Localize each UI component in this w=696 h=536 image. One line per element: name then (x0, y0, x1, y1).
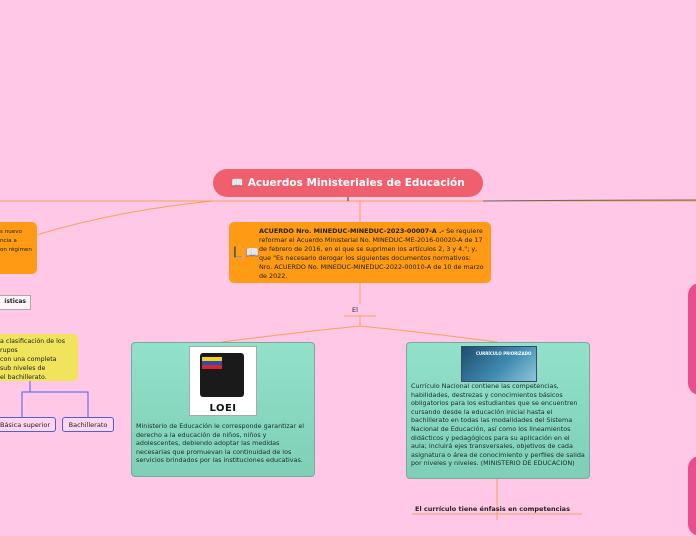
left-yellow-line: rupos (0, 347, 18, 354)
left-yellow-line: el bachillerato. (0, 374, 47, 381)
acuerdo-body: Se requiere reformar el Acuerdo Ministerial No. MINEDUC-ME-2016-00020-A de 17 de febrero de 2016, en el que se suprimen los artículos 2, 3 y 4."; y, que "Es necesario derogar los siguientes documentos normativos: Nro. ACUERDO No. MINEDUC-MINEDUC-2022-00010-A de 10 de marzo de 2022. (259, 227, 484, 280)
left-yellow-topic[interactable] (0, 334, 78, 381)
left-yellow-line: con una completa (0, 356, 57, 363)
connector-label: El (352, 306, 358, 314)
curriculo-topic[interactable] (406, 342, 590, 479)
left-orange-line: s nuevo (0, 229, 22, 235)
book-icon: 📖 (231, 177, 244, 189)
acuerdo-text (259, 227, 485, 281)
loei-book-image (189, 346, 257, 416)
caracteristicas-topic[interactable] (0, 295, 31, 310)
left-yellow-line: sub niveles de (0, 365, 46, 372)
flag-icon (202, 357, 222, 369)
loei-text: Ministerio de Educación le corresponde garantizar el derecho a la educación de niños, niños y adolescentes, debiendo adoptar las medidas necesarias que promuevan la continuidad de los servicios brindados por las instituciones educativas. (136, 422, 305, 465)
left-orange-line: ncia a (0, 238, 17, 244)
enfasis-topic[interactable]: El currículo tiene énfasis en competencias (415, 505, 570, 513)
caracteristicas-label: ísticas (4, 298, 26, 305)
right-pink-topic[interactable] (688, 283, 696, 395)
bachillerato-topic[interactable]: Bachillerato (62, 417, 114, 432)
left-yellow-text (0, 337, 65, 382)
acuerdo-topic[interactable] (229, 222, 491, 283)
left-yellow-line: a clasificación de los (0, 338, 66, 345)
left-orange-text (0, 228, 32, 255)
left-orange-topic[interactable] (0, 222, 37, 274)
right-pink-topic-2[interactable] (688, 456, 696, 536)
root-title: Acuerdos Ministeriales de Educación (247, 177, 465, 189)
curriculo-image (461, 346, 537, 382)
loei-topic[interactable] (131, 342, 315, 477)
curriculo-text: Currículo Nacional contiene las competencias, habilidades, destrezas y conocimientos básicos obligatorios para los estudiantes que se encuentren cursando desde la educación inicial hasta el bachillerato en todas las modalidades del Sistema Nacional de Educación, así como los lineamientos didácticos y pedagógicos para su aplicación en el aula; incluirá ejes transversales, objetivos de cada asignatura o área de conocimiento y perfiles de salida por niveles y niveles. (MINISTERIO DE EDUCACION) (411, 382, 585, 468)
loei-word: LOEI (209, 403, 237, 414)
acuerdo-title: ACUERDO Nro. MINEDUC-MINEDUC-2023-00007-A .- (259, 227, 445, 235)
root-topic[interactable] (213, 169, 483, 197)
left-orange-line: on régimen (0, 247, 32, 253)
books-icon: 📙📖 (232, 246, 260, 259)
curriculo-image-title: CURRÍCULO PRIORIZADO (476, 351, 532, 356)
basica-superior-topic[interactable]: Básica superior (0, 417, 56, 432)
